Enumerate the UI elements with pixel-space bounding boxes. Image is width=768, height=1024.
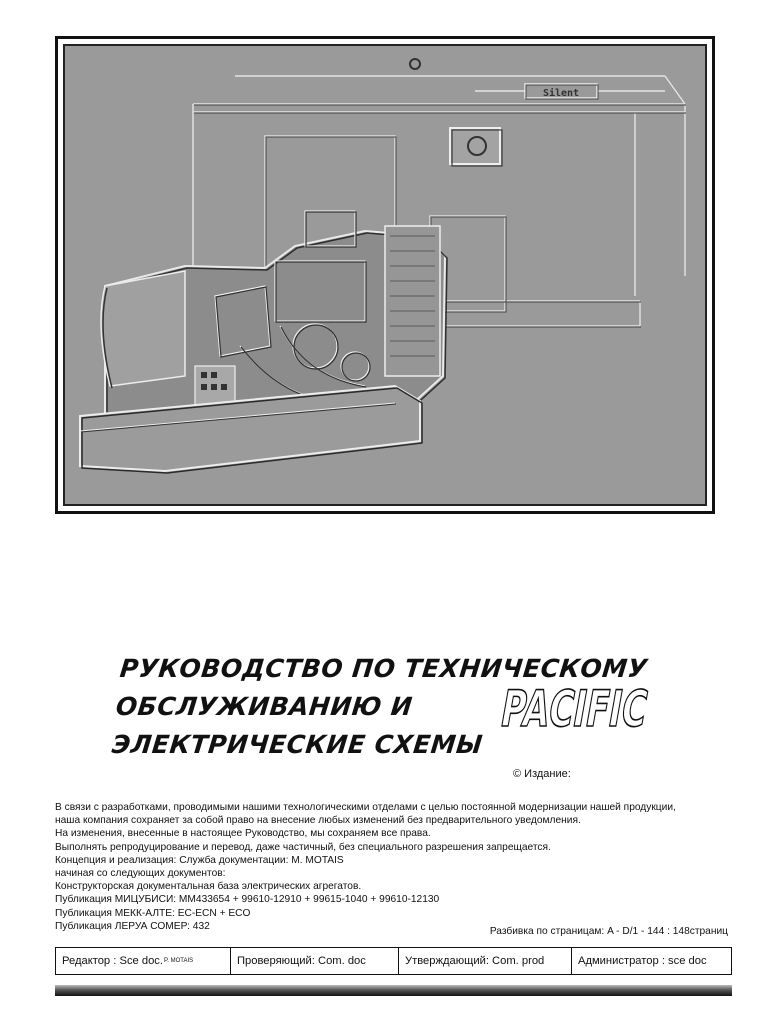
checker-cell — [231, 948, 399, 974]
administrator-label: Администратор : sce doc — [578, 955, 707, 967]
footer-bar — [55, 985, 732, 996]
approver-label: Утверждающий: Com. prod — [405, 955, 545, 967]
note-line: Публикация МЕКК-АЛТЕ: EC-ECN + ECO — [55, 907, 251, 919]
note-line: Публикация МИЦУБИСИ: MM433654 + 99610-12910 + 99615-1040 + 99610-12130 — [55, 894, 440, 906]
editor-cell — [56, 948, 231, 974]
nameplate-label: Silent — [542, 88, 580, 99]
title-line-1: РУКОВОДСТВО ПО ТЕХНИЧЕСКОМУ — [118, 654, 649, 683]
brand-name: PACIFIC — [496, 679, 723, 738]
cover-illustration — [63, 44, 707, 506]
note-line: начиная со следующих документов: — [55, 868, 226, 880]
brand-logo — [496, 668, 723, 740]
editor-note: P. MOTAIS — [164, 958, 194, 964]
title-line-3: ЭЛЕКТРИЧЕСКИЕ СХЕМЫ — [110, 730, 485, 759]
editor-label: Редактор : Sce doc. — [62, 955, 164, 967]
administrator-cell — [572, 948, 731, 974]
edition-label: © Издание: — [513, 768, 571, 780]
approvals-table — [55, 947, 732, 975]
note-line: Публикация ЛЕРУА СОМЕР: 432 — [55, 920, 210, 932]
note-line: В связи с разработками, проводимыми нашими технологическими отделами с целью постоянной модернизации нашей продукции, — [55, 802, 676, 813]
approver-cell — [399, 948, 572, 974]
legal-notes — [55, 801, 735, 933]
checker-label: Проверяющий: Com. doc — [237, 955, 366, 967]
pagination-info: Разбивка по страницам: A - D/1 - 144 : 148страниц — [489, 926, 728, 937]
cover-illustration-frame — [55, 36, 715, 514]
generator-illustration — [65, 46, 711, 510]
title-line-2: ОБСЛУЖИВАНИЮ И — [114, 692, 415, 721]
note-line: Концепция и реализация: Служба документации: M. MOTAIS — [55, 854, 344, 866]
note-line: Конструкторская документальная база электрических агрегатов. — [55, 881, 362, 893]
note-line: Выполнять репродуцирование и перевод, даже частичный, без специального разрешения запрещается. — [55, 841, 551, 853]
note-line: На изменения, внесенные в настоящее Руководство, мы сохраняем все права. — [55, 828, 431, 840]
note-line: наша компания сохраняет за собой право на внесение любых изменений без предварительного уведомления. — [55, 815, 581, 827]
